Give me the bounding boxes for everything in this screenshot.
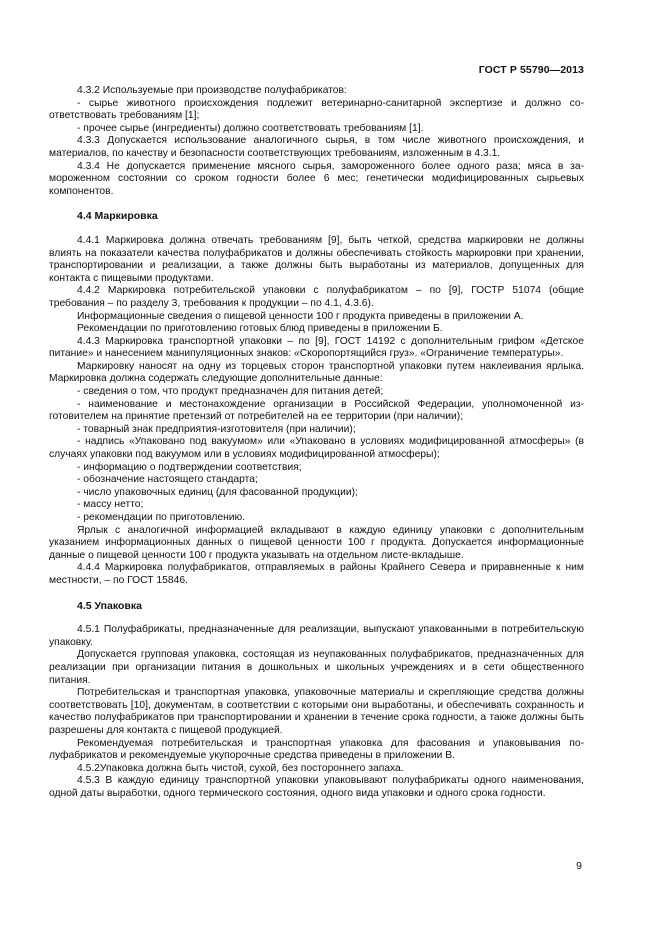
paragraph: Рекомендации по приготовлению готовых блюд приведены в приложении Б. bbox=[77, 323, 443, 335]
paragraph: - обозначение настоящего стандарта; bbox=[77, 474, 258, 486]
document-body bbox=[49, 85, 584, 800]
section-heading-packaging: 4.5 Упаковка bbox=[77, 599, 142, 612]
paragraph: 4.3.3 Допускается использование аналогичного сырья, в том числе животного происхождения, и материалов, по качеству и безопасности соответствующих требованиям, изложенным в 4.3.1. bbox=[49, 135, 584, 159]
section-44-text bbox=[49, 235, 584, 588]
paragraph: Потребительская и транспортная упаковка, упаковочные материалы и скрепляющие средства должны соответствовать [10], документам, в соответствии с которыми они выработаны, и обеспечивать сохранность и качество полуфабрикатов при транспортировании и хранении в течение срока годности, а также должны быть разрешены для контакта с пищевой продукцией. bbox=[49, 687, 584, 736]
paragraph: 4.5.1 Полуфабрикаты, предназначенные для реализации, выпускают упакованными в потребительскую упаковку. bbox=[49, 624, 584, 648]
section-43-text bbox=[49, 85, 584, 198]
paragraph: - рекомендации по приготовлению. bbox=[77, 512, 246, 523]
paragraph: Ярлык с аналогичной информацией вкладывают в каждую единицу упаковки с дополнительным указанием информационных данных о пищевой ценности 100 г продукта. Допускается информационные данные о пищевой ценности 100 г продукта указывать на отдельном листе-вкладыше. bbox=[49, 524, 584, 561]
paragraph: 4.5.3 В каждую единицу транспортной упаковки упаковывают полуфабрикаты одного наименования, одной даты выработки, одного термического состояния, одного вида упаковки и одного срока годности. bbox=[49, 775, 584, 799]
paragraph: Допускается групповая упаковка, состоящая из неупакованных полуфабрикатов, предназначенных для реализации при организации питания в дошкольных и школьных учреждениях и в сети общественного питания. bbox=[49, 649, 584, 686]
paragraph: 4.3.2 Используемые при производстве полуфабрикатов: bbox=[77, 85, 347, 96]
paragraph: - товарный знак предприятия-изготовителя (при наличии); bbox=[77, 423, 356, 435]
section-45-text bbox=[49, 624, 584, 800]
paragraph: - прочее сырье (ингредиенты) должно соответствовать требованиям [1]. bbox=[77, 122, 424, 134]
paragraph: 4.4.4 Маркировка полуфабрикатов, отправляемых в районы Крайнего Севера и приравненные к ним местности, – по ГОСТ 15846. bbox=[49, 562, 584, 586]
paragraph: - наименование и местонахождение организации в Российской Федерации, уполномоченной изготовителем на принятие претензий от потребителей на ее территории (при наличии); bbox=[49, 398, 584, 423]
paragraph: 4.4.1 Маркировка должна отвечать требованиям [9], быть четкой, средства маркировки не должны влиять на показатели качества полуфабрикатов и должны обеспечивать стойкость маркировки при хранении, транспортировании и реализации, а также должны быть выработаны из материалов, допущенных для контакта с пищевыми продуктами. bbox=[49, 234, 584, 284]
paragraph: Маркировку наносят на одну из торцевых сторон транспортной упаковки путем наклеивания ярлыка. Маркировка должна содержать следующие дополнительные данные: bbox=[49, 360, 584, 385]
paragraph: 4.4.2 Маркировка потребительской упаковки с полуфабрикатом – по [9], ГОСТР 51074 (общие требования – по разделу 3, требования к продукции – по 4.1, 4.3.6). bbox=[49, 285, 584, 309]
paragraph: - сведения о том, что продукт предназначен для питания детей; bbox=[77, 386, 384, 398]
paragraph: - массу нетто; bbox=[77, 499, 144, 511]
paragraph: - число упаковочных единиц (для фасованной продукции); bbox=[77, 486, 358, 498]
paragraph: Информационные сведения о пищевой ценности 100 г продукта приведены в приложении А. bbox=[77, 310, 524, 322]
page-number: 9 bbox=[576, 860, 582, 872]
standard-header: ГОСТ Р 55790—2013 bbox=[478, 64, 584, 76]
section-heading-marking: 4.4 Маркировка bbox=[77, 210, 158, 223]
paragraph: - сырье животного происхождения подлежит ветеринарно-санитарной экспертизе и должно соответствовать требованиям [1]; bbox=[49, 97, 584, 122]
paragraph: 4.5.2Упаковка должна быть чистой, сухой, без постороннего запаха. bbox=[77, 762, 404, 774]
paragraph: 4.3.4 Не допускается применение мясного сырья, замороженного более одного раза; мяса в замороженном состоянии со сроком годности более 6 мес; генетически модифицированных сырьевых компонентов. bbox=[49, 160, 584, 197]
paragraph: 4.4.3 Маркировка транспортной упаковки – по [9], ГОСТ 14192 с дополнительным грифом «Детское питание» и нанесением манипуляционных знаков: «Скоропортящийся груз». «Ограничение температуры». bbox=[49, 335, 584, 360]
paragraph: Рекомендуемая потребительская и транспортная упаковка для фасования и упаковывания полуфабрикатов и рекомендуемые укупорочные средства приведены в приложении В. bbox=[49, 737, 584, 762]
paragraph: - информацию о подтверждении соответствия; bbox=[77, 461, 302, 473]
paragraph: - надпись «Упаковано под вакуумом» или «Упаковано в условиях модифицированной атмосферы» (в случаях упаковки под вакуумом или в условиях модифицированной атмосферы); bbox=[49, 436, 584, 461]
